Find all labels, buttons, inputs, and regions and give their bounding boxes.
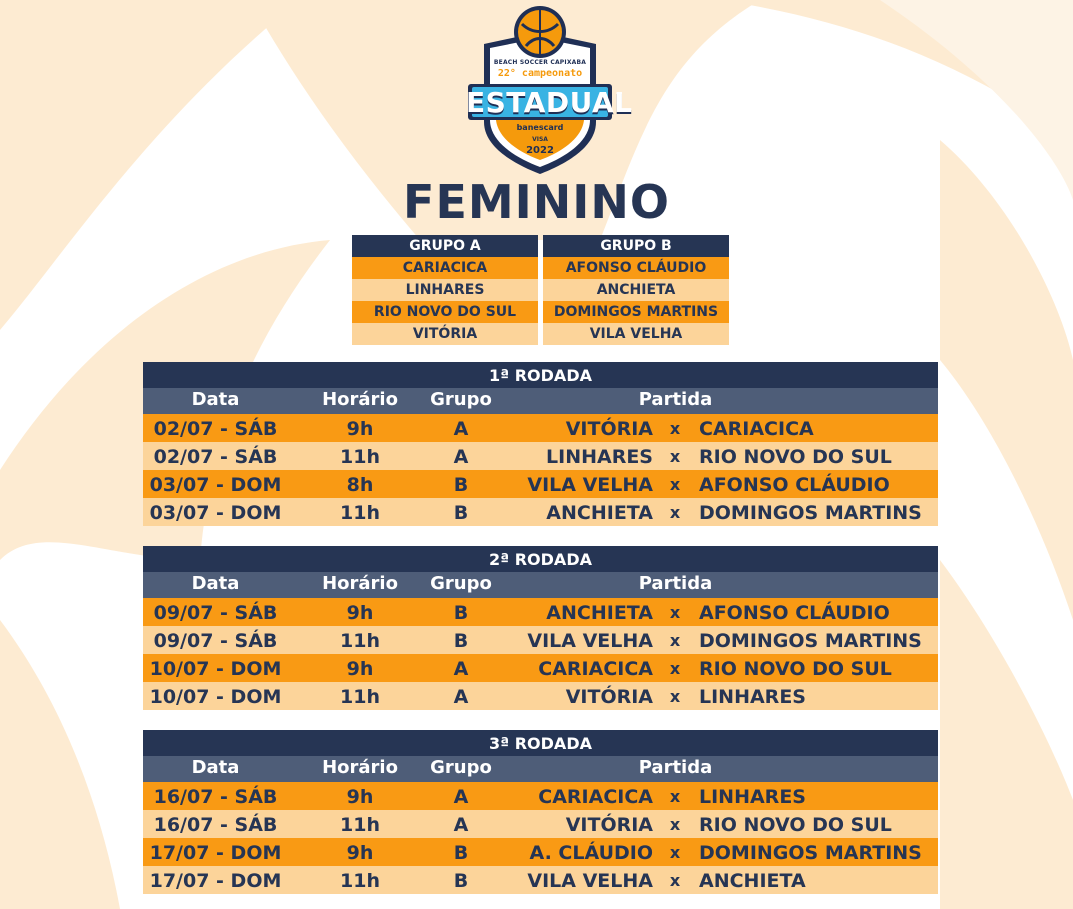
logo-line-1: BEACH SOCCER CAPIXABA [493,59,587,66]
match-group: A [453,786,469,808]
match-time: 11h [340,502,380,524]
match-time: 9h [346,842,374,864]
match-group: B [453,842,469,864]
col-data: Data [191,389,240,410]
col-horario: Horário [322,757,398,778]
match-home: VITÓRIA [565,814,653,836]
match-versus: x [669,419,681,438]
match-row [143,654,938,682]
match-away: RIO NOVO DO SUL [699,658,892,680]
match-date: 03/07 - DOM [149,502,282,524]
match-time: 9h [346,602,374,624]
round-title: 2ª RODADA [143,546,938,572]
match-group: A [453,658,469,680]
group-team: VITÓRIA [352,323,538,345]
match-home: CARIACICA [538,658,653,680]
match-versus: x [669,475,681,494]
match-time: 9h [346,418,374,440]
match-group: B [453,474,469,496]
column-headers [143,388,938,414]
match-date: 17/07 - DOM [149,870,282,892]
logo-sponsor-sub: VISA [532,136,548,143]
match-away: CARIACICA [699,418,814,440]
match-home: CARIACICA [538,786,653,808]
col-partida: Partida [638,573,713,594]
logo-line-3: ESTADUAL [466,86,633,119]
logo-year: 2022 [526,145,554,156]
match-versus: x [669,815,681,834]
match-group: B [453,502,469,524]
match-time: 11h [340,870,380,892]
group-team: AFONSO CLÁUDIO [543,257,729,279]
column-headers [143,572,938,598]
column-headers [143,756,938,782]
match-time: 9h [346,658,374,680]
match-time: 8h [346,474,374,496]
match-versus: x [669,687,681,706]
group-team: ANCHIETA [543,279,729,301]
match-date: 17/07 - DOM [149,842,282,864]
match-row [143,498,938,526]
col-grupo: Grupo [430,573,492,594]
round-title: 3ª RODADA [143,730,938,756]
group-a-table [352,235,538,345]
match-away: RIO NOVO DO SUL [699,814,892,836]
col-data: Data [191,757,240,778]
match-home: ANCHIETA [546,502,653,524]
match-group: A [453,814,469,836]
match-date: 10/07 - DOM [149,658,282,680]
match-home: VILA VELHA [527,630,653,652]
match-away: LINHARES [699,686,806,708]
match-group: A [453,686,469,708]
round-3-table [143,730,938,894]
match-versus: x [669,603,681,622]
match-away: DOMINGOS MARTINS [699,842,922,864]
estadual-logo [466,2,633,176]
match-group: B [453,630,469,652]
group-header: GRUPO A [352,235,538,257]
match-away: RIO NOVO DO SUL [699,446,892,468]
group-team: RIO NOVO DO SUL [352,301,538,323]
match-home: VITÓRIA [565,686,653,708]
match-versus: x [669,503,681,522]
logo-line-2: 22° campeonato [497,68,583,79]
match-versus: x [669,843,681,862]
match-group: B [453,870,469,892]
match-away: ANCHIETA [699,870,806,892]
match-row [143,682,938,710]
match-time: 11h [340,814,380,836]
match-time: 9h [346,786,374,808]
match-row [143,414,938,442]
match-row [143,626,938,654]
group-b-table [543,235,729,345]
match-away: AFONSO CLÁUDIO [699,602,890,624]
col-horario: Horário [322,573,398,594]
match-versus: x [669,659,681,678]
col-partida: Partida [638,757,713,778]
match-date: 02/07 - SÁB [153,446,278,468]
col-grupo: Grupo [430,389,492,410]
col-data: Data [191,573,240,594]
match-versus: x [669,871,681,890]
match-date: 03/07 - DOM [149,474,282,496]
match-group: A [453,418,469,440]
group-team: VILA VELHA [543,323,729,345]
match-versus: x [669,787,681,806]
col-partida: Partida [638,389,713,410]
match-versus: x [669,447,681,466]
match-home: A. CLÁUDIO [529,842,653,864]
match-time: 11h [340,686,380,708]
match-group: B [453,602,469,624]
match-away: DOMINGOS MARTINS [699,502,922,524]
round-title: 1ª RODADA [143,362,938,388]
match-home: ANCHIETA [546,602,653,624]
match-away: AFONSO CLÁUDIO [699,474,890,496]
logo-sponsor: banescard [516,123,564,132]
match-date: 16/07 - SÁB [153,814,278,836]
match-date: 10/07 - DOM [149,686,282,708]
match-date: 02/07 - SÁB [153,418,278,440]
match-time: 11h [340,446,380,468]
round-2-table [143,546,938,710]
match-row [143,470,938,498]
match-away: DOMINGOS MARTINS [699,630,922,652]
col-grupo: Grupo [430,757,492,778]
match-date: 09/07 - SÁB [153,602,278,624]
match-home: VILA VELHA [527,870,653,892]
match-row [143,442,938,470]
page-title: FEMININO [403,175,670,229]
col-horario: Horário [322,389,398,410]
match-row [143,598,938,626]
match-row [143,782,938,810]
match-row [143,838,938,866]
round-1-table [143,362,938,526]
match-home: VILA VELHA [527,474,653,496]
match-home: LINHARES [546,446,653,468]
group-header: GRUPO B [543,235,729,257]
match-home: VITÓRIA [565,418,653,440]
group-team: CARIACICA [352,257,538,279]
match-away: LINHARES [699,786,806,808]
match-versus: x [669,631,681,650]
match-group: A [453,446,469,468]
match-date: 09/07 - SÁB [153,630,278,652]
group-team: LINHARES [352,279,538,301]
group-team: DOMINGOS MARTINS [543,301,729,323]
match-date: 16/07 - SÁB [153,786,278,808]
match-row [143,866,938,894]
match-time: 11h [340,630,380,652]
match-row [143,810,938,838]
